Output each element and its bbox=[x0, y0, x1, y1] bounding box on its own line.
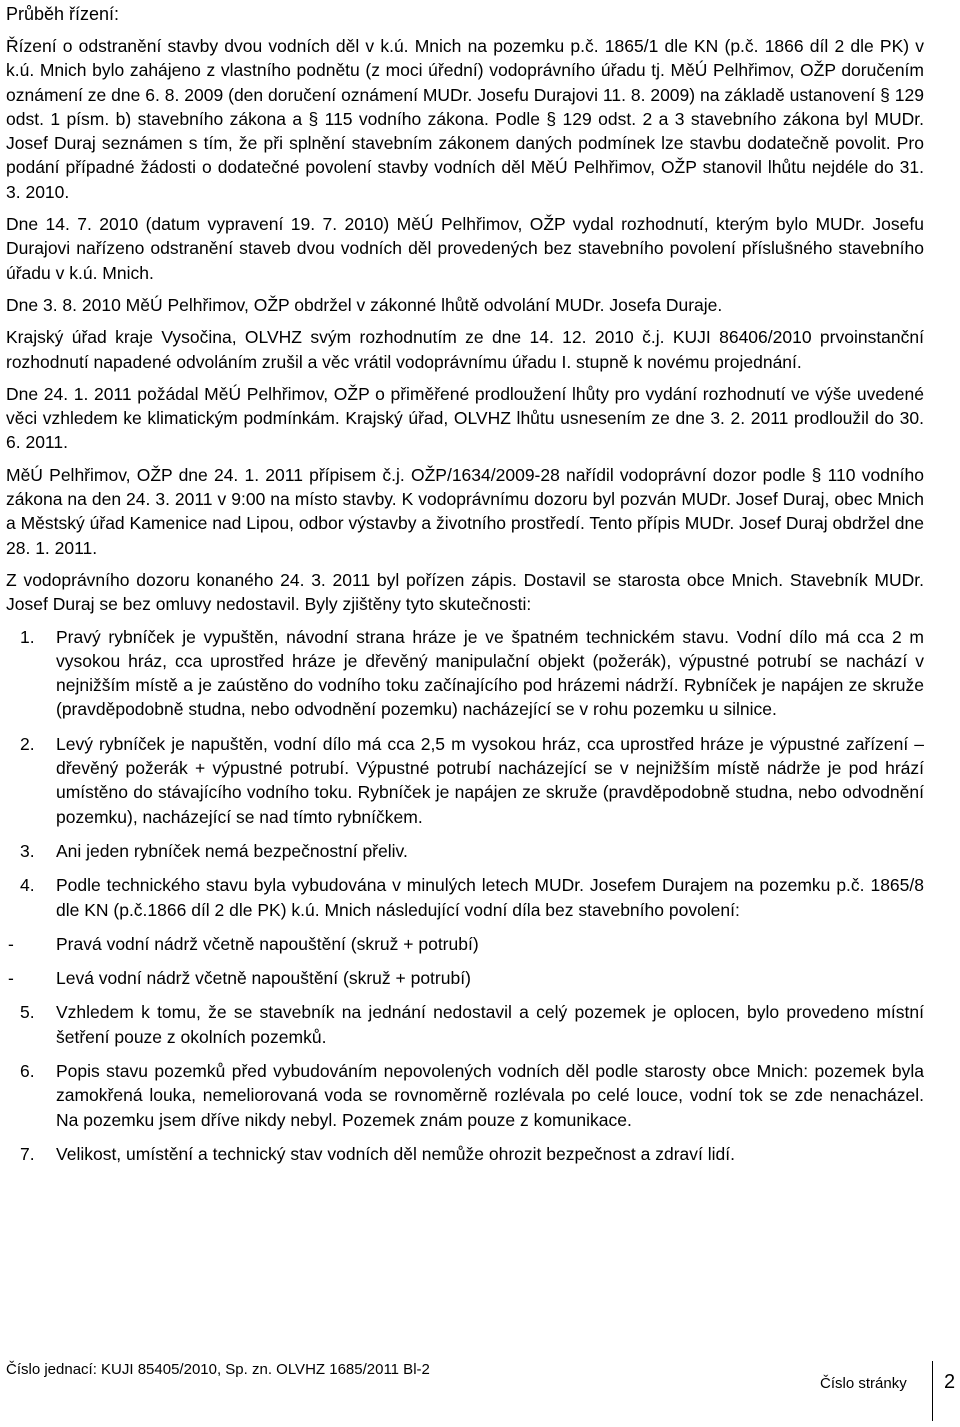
list-marker: 2. bbox=[20, 733, 35, 754]
paragraph-decision: Dne 14. 7. 2010 (datum vypravení 19. 7. 2010) MěÚ Pelhřimov, OŽP vydal rozhodnutí, kterým bylo MUDr. Josefu Durajovi nařízeno odstranění staveb dvou vodních děl provedených bez stavebního povolení příslušného stavebního úřadu v k.ú. Mnich. bbox=[6, 214, 924, 283]
findings-list bbox=[6, 625, 924, 1167]
list-marker: 7. bbox=[20, 1143, 35, 1164]
list-item-text: Levý rybníček je napuštěn, vodní dílo má cca 2,5 m vysokou hráz, cca uprostřed hráze je výpustné zařízení – dřevěný požerák + výpustné potrubí. Výpustné potrubí nacházející se v nejnižším místě nádrže je pod hrází umístěno do stávajícího vodního toku. Rybníček je napájen ze skruže (pravděpodobně studna, nebo odvodnění pozemku), nacházející se nad tímto rybníčkem. bbox=[56, 733, 924, 827]
paragraph-regional-decision: Krajský úřad kraje Vysočina, OLVHZ svým rozhodnutím ze dne 14. 12. 2010 č.j. KUJI 86406/2010 prvoinstanční rozhodnutí napadené odvoláním zrušil a věc vrátil vodoprávnímu úřadu I. stupně k novému projednání. bbox=[6, 327, 924, 372]
list-item bbox=[6, 1142, 924, 1166]
page-number-label: Číslo stránky bbox=[820, 1375, 907, 1392]
paragraph-supervision-record: Z vodoprávního dozoru konaného 24. 3. 2011 byl pořízen zápis. Dostavil se starosta obce Mnich. Stavebník MUDr. Josef Duraj se bez omluvy nedostavil. Byly zjištěny tyto skutečnosti: bbox=[6, 569, 924, 615]
paragraph-extension: Dne 24. 1. 2011 požádal MěÚ Pelhřimov, OŽP o přiměřené prodloužení lhůty pro vydání rozhodnutí ve výše uvedené věci vzhledem ke klimatickým podmínkám. Krajský úřad, OLVHZ lhůtu usnesením ze dne 3. 2. 2011 prodloužil do 30. 6. 2011. bbox=[6, 383, 924, 453]
list-item bbox=[6, 625, 924, 722]
list-marker: - bbox=[8, 968, 14, 989]
list-item bbox=[6, 732, 924, 829]
list-item-text: Vzhledem k tomu, že se stavebník na jednání nedostavil a celý pozemek je oplocen, bylo provedeno místní šetření pouze z okolních pozemků. bbox=[56, 1002, 924, 1047]
list-item-text: Popis stavu pozemků před vybudováním nepovolených vodních děl podle starosty obce Mnich: pozemek byla zamokřená louka, nemeliorovaná voda se rovnoměrně rozlévala po celé louce, vodní tok se zde nenacházel. Na pozemku jsem dříve nikdy nebyl. Pozemek znám pouze z komunikace. bbox=[56, 1060, 924, 1130]
list-item-text: Ani jeden rybníček nemá bezpečnostní přeliv. bbox=[56, 840, 408, 861]
document-page bbox=[6, 0, 924, 1176]
list-item-text: Podle technického stavu byla vybudována v minulých letech MUDr. Josefem Durajem na pozemku p.č. 1865/8 dle KN (p.č.1866 díl 2 dle PK) k.ú. Mnich následující vodní díla bez stavebního povolení: bbox=[56, 875, 924, 920]
paragraph-proceedings-start: Řízení o odstranění stavby dvou vodních děl v k.ú. Mnich na pozemku p.č. 1865/1 dle KN (p.č. 1866 díl 2 dle PK) v k.ú. Mnich bylo zahájeno z vlastního podnětu (z moci úřední) vodoprávního úřadu tj. MěÚ Pelhřimov, OŽP doručením oznámení ze dne 6. 8. 2009 (den doručení oznámení MUDr. Josefu Durajovi 11. 8. 2009) na základě ustanovení § 129 odst. 1 písm. b) stavebního zákona a § 115 vodního zákona. Podle § 129 odst. 2 a 3 stavebního zákona byl MUDr. Josef Duraj seznámen s tím, že při splnění stavebním zákonem daných podmínek lze stavbu dodatečně povolit. Pro podání případné žádosti o dodatečné povolení stavby vodních děl MěÚ Pelhřimov, OŽP stanovil lhůtu nejdéle do 31. 3. 2010. bbox=[6, 36, 924, 202]
list-item bbox=[6, 966, 924, 990]
paragraph-supervision-order: MěÚ Pelhřimov, OŽP dne 24. 1. 2011 přípisem č.j. OŽP/1634/2009-28 nařídil vodoprávní dozor podle § 110 vodního zákona na den 24. 3. 2011 v 9:00 na místo stavby. K vodoprávnímu dozoru byl pozván MUDr. Josef Duraj, obec Mnich a Městský úřad Kamenice nad Lipou, odbor výstavby a životního prostředí. Tento přípis MUDr. Josef Duraj obdržel dne 28. 1. 2011. bbox=[6, 464, 924, 558]
footer-divider bbox=[932, 1361, 933, 1421]
case-reference: Číslo jednací: KUJI 85405/2010, Sp. zn. OLVHZ 1685/2011 Bl-2 bbox=[6, 1361, 430, 1378]
page-footer bbox=[6, 1361, 954, 1421]
list-marker: 3. bbox=[20, 840, 35, 861]
page-number: 2 bbox=[944, 1371, 956, 1393]
list-marker: 1. bbox=[20, 626, 35, 647]
list-marker: - bbox=[8, 933, 14, 954]
list-item-text: Pravý rybníček je vypuštěn, návodní strana hráze je ve špatném technickém stavu. Vodní dílo má cca 2 m vysokou hráz, cca uprostřed hráze je dřevěný manipulační objekt (požerák), výpustné potrubí se nachází v nejnižším místě a je zaústěno do vodního toku začínajícího pod hrázemi nádrží. Rybníček je napájen ze skruže (pravděpodobně studna, nebo odvodnění pozemku) nacházející se v rohu pozemku u silnice. bbox=[56, 626, 924, 720]
list-item-text: Pravá vodní nádrž včetně napouštění (skruž + potrubí) bbox=[56, 933, 479, 954]
list-item bbox=[6, 873, 924, 922]
paragraph-appeal: Dne 3. 8. 2010 MěÚ Pelhřimov, OŽP obdržel v zákonné lhůtě odvolání MUDr. Josefa Duraje. bbox=[6, 294, 723, 315]
list-item-text: Velikost, umístění a technický stav vodních děl nemůže ohrozit bezpečnost a zdraví lidí. bbox=[56, 1143, 735, 1164]
section-heading: Průběh řízení: bbox=[6, 4, 120, 24]
list-item bbox=[6, 932, 924, 956]
list-item bbox=[6, 1059, 924, 1132]
list-item bbox=[6, 1000, 924, 1049]
list-item-text: Levá vodní nádrž včetně napouštění (skruž + potrubí) bbox=[56, 968, 471, 989]
list-marker: 5. bbox=[20, 1002, 35, 1023]
list-item bbox=[6, 839, 924, 863]
list-marker: 4. bbox=[20, 875, 35, 896]
list-marker: 6. bbox=[20, 1060, 35, 1081]
